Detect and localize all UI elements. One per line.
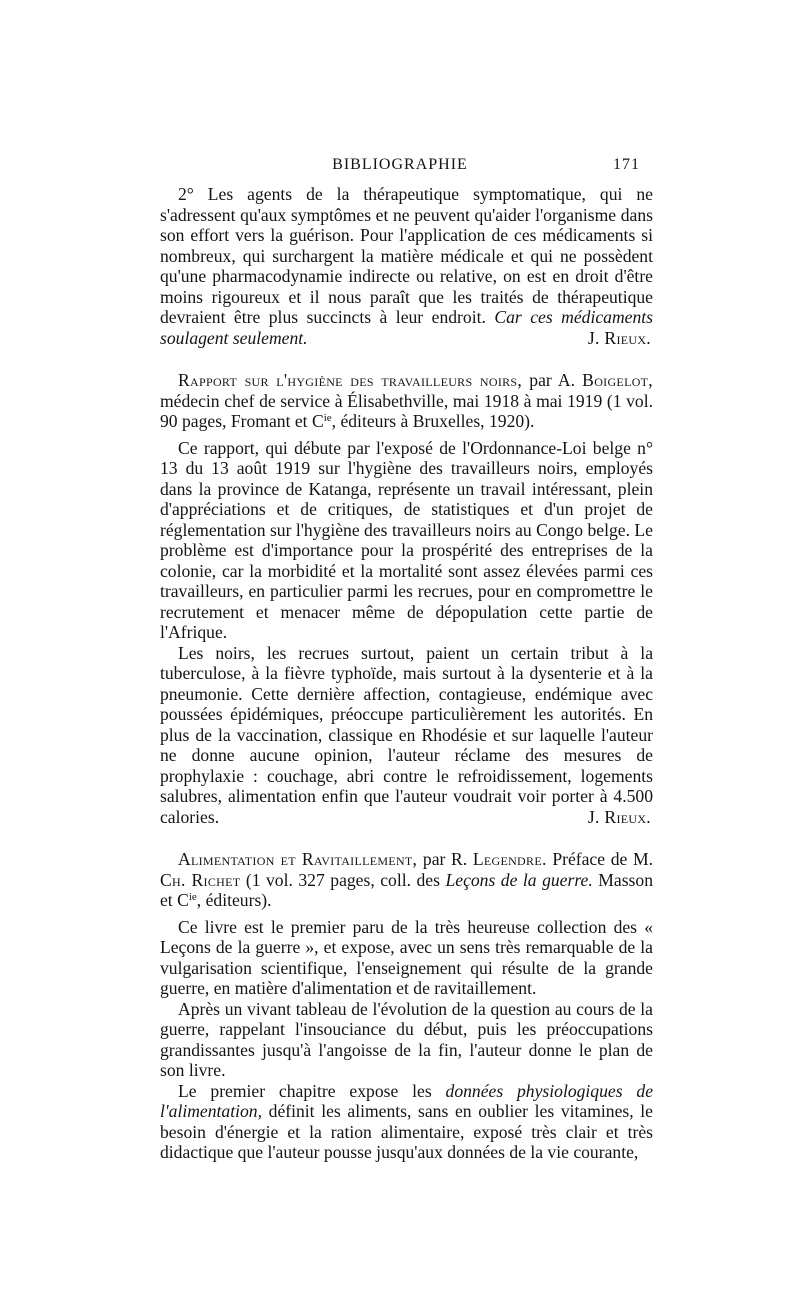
review-by: par R. (422, 849, 468, 869)
signature: J. Rieux. (587, 806, 651, 827)
review-heading-rapport (160, 370, 653, 432)
review-details-end: , éditeurs à Bruxelles, 1920). (331, 411, 535, 431)
section-therapeutique (160, 184, 653, 348)
publisher: Masson et C (160, 869, 653, 910)
collection-title: Leçons de la guerre. (445, 869, 593, 890)
page-body (160, 184, 653, 1163)
review-paragraph (160, 643, 653, 828)
superscript: ie (188, 891, 197, 903)
review-author: Boigelot, (582, 370, 653, 390)
publisher-end: , éditeurs). (196, 890, 272, 910)
review-paragraph: Ce rapport, qui débute par l'exposé de l'Ordonnance-Loi belge n° 13 du 13 août 1919 sur l'hygiène des travailleurs noirs, employés dans la province de Katanga, représente un travail intéressant, plein d'appréciations et de critiques, de statistiques et d'un projet de réglementation sur l'hygiène des travailleurs noirs au Congo belge. Le problème est d'importance pour la prospérité des entreprises de la colonie, car la morbidité et la mortalité sont assez élevées parmi ces travailleurs, en particulier parmi les recrues, pour en compromettre le recrutement et menacer même de dépopulation cette partie de l'Afrique. (160, 437, 653, 642)
italic-closing: Car ces médicaments soulagent seulement. (160, 307, 654, 348)
review-title: Rapport sur l'hygiène des travailleurs noirs, (178, 370, 523, 390)
running-head (160, 156, 640, 180)
review-heading-alimentation (160, 849, 653, 911)
page-number: 171 (613, 156, 640, 173)
review-by: par A. (529, 370, 576, 390)
superscript: ie (323, 412, 332, 424)
review-paragraph (160, 1081, 653, 1163)
running-head-title: BIBLIOGRAPHIE (332, 156, 468, 173)
review-author: Legendre. (472, 849, 547, 869)
preface-author: Ch. Richet (160, 869, 241, 890)
italic-phrase: données physiologiques de l'alimentation, (160, 1080, 653, 1121)
preface-text: Préface de M. (552, 849, 653, 869)
paragraph-text: Les noirs, les recrues surtout, paient un certain tribut à la tuberculose, à la fièvre typhoïde, mais surtout à la dysenterie et à la pneumonie. Cette dernière affection, contagieuse, endémique avec poussées épidémiques, préoccupe particulièrement les autorités. En plus de la vaccination, classique en Rhodésie et sur laquelle l'auteur ne donne aucune opinion, l'auteur réclame des mesures de prophylaxie : couchage, abri contre le refroidissement, logements salubres, alimentation enfin que l'auteur voudrait voir porter à 4.500 calories. (160, 642, 653, 827)
paragraph-text: 2° Les agents de la thérapeutique symptomatique, qui ne s'adressent qu'aux symptômes et ne peuvent qu'aider l'organisme dans son effort vers la guérison. Pour l'application de ces médicaments si nombreux, qui surchargent la matière médicale et qui ne possèdent qu'une pharmacodynamie indirecte ou relative, on est en droit d'être moins rigoureux et il nous paraît que les traités de thérapeutique devraient être plus succincts à leur endroit. (160, 184, 653, 327)
review-paragraph: Ce livre est le premier paru de la très heureuse collection des « Leçons de la guerre », et expose, avec un sens très remarquable de la vulgarisation scientifique, l'enseignement qui résulte de la grande guerre, en matière d'alimentation et de ravitaillement. (160, 916, 653, 998)
review-paragraph: Après un vivant tableau de l'évolution de la question au cours de la guerre, rappelant l'insouciance du début, puis les préoccupations grandissantes jusqu'à l'angoisse de la fin, l'auteur donne le plan de son livre. (160, 998, 653, 1080)
review-details: (1 vol. 327 pages, coll. des (245, 869, 440, 890)
review-title: Alimentation et Ravitaillement, (178, 849, 418, 869)
paragraph-text-end: définit les aliments, sans en oublier les vitamines, le besoin d'énergie et la ration alimentaire, exposé très clair et très didactique que l'auteur pousse jusqu'aux données de la vie courante, (160, 1101, 653, 1162)
paragraph-text: Le premier chapitre expose les (178, 1080, 432, 1101)
review-details: médecin chef de service à Élisabethville, mai 1918 à mai 1919 (1 vol. 90 pages, Fromant et C (160, 390, 653, 431)
review-paragraph-block (160, 643, 653, 828)
signature: J. Rieux. (587, 327, 651, 348)
paragraph-therapeutique (160, 184, 653, 348)
